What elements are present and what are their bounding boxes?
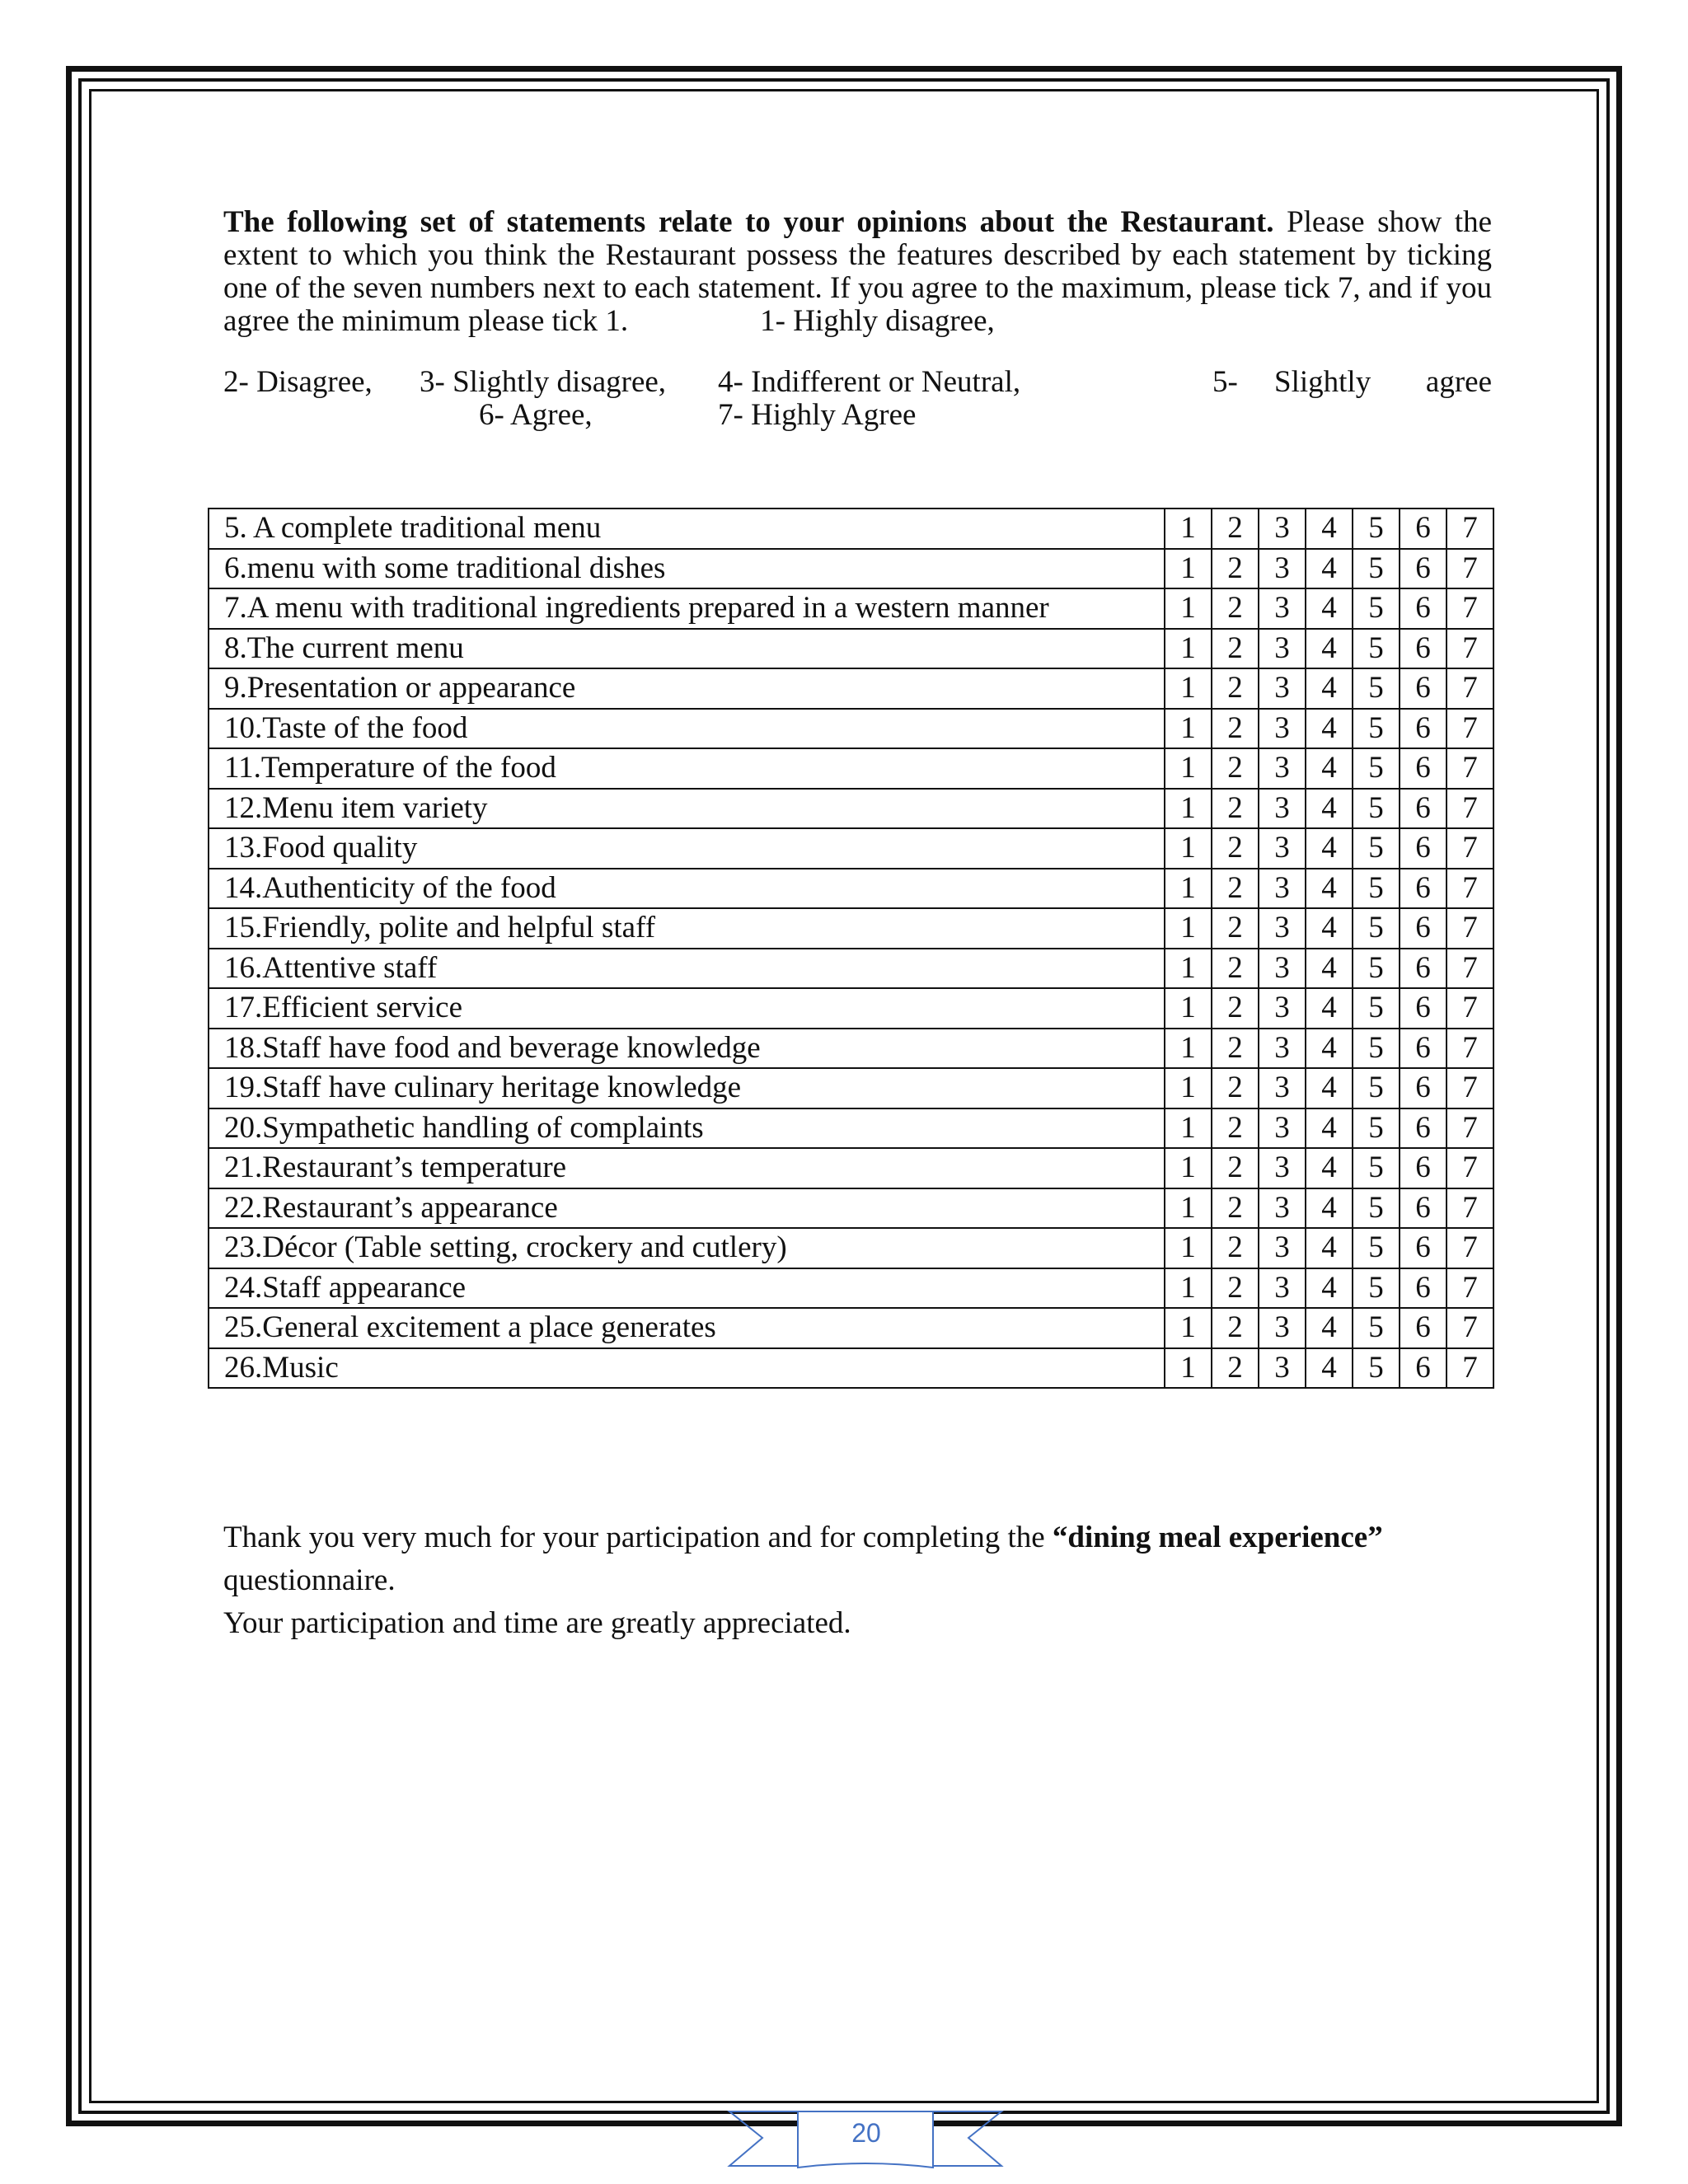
statement-text: 5. A complete traditional menu bbox=[209, 509, 1165, 549]
statement-text: 6.menu with some traditional dishes bbox=[209, 549, 1165, 589]
table-row bbox=[209, 1308, 1493, 1348]
rating-option-1[interactable]: 1 bbox=[1165, 668, 1212, 709]
rating-option-2[interactable]: 2 bbox=[1212, 828, 1259, 869]
rating-option-1[interactable]: 1 bbox=[1165, 1228, 1212, 1268]
table-row bbox=[209, 949, 1493, 989]
rating-option-3[interactable]: 3 bbox=[1259, 709, 1306, 749]
rating-table bbox=[208, 508, 1494, 1389]
rating-option-7[interactable]: 7 bbox=[1447, 1068, 1493, 1108]
rating-option-3[interactable]: 3 bbox=[1259, 1188, 1306, 1229]
rating-option-6[interactable]: 6 bbox=[1400, 1228, 1447, 1268]
rating-option-7[interactable]: 7 bbox=[1447, 1268, 1493, 1309]
rating-option-5[interactable]: 5 bbox=[1353, 1228, 1400, 1268]
statement-text: 8.The current menu bbox=[209, 629, 1165, 669]
closing-line-2: questionnaire. bbox=[223, 1563, 396, 1597]
statement-text: 22.Restaurant’s appearance bbox=[209, 1188, 1165, 1229]
rating-option-3[interactable]: 3 bbox=[1259, 1148, 1306, 1188]
rating-option-5[interactable]: 5 bbox=[1353, 748, 1400, 789]
rating-option-4[interactable]: 4 bbox=[1306, 1188, 1353, 1229]
scale-label-3: 3- Slightly disagree, bbox=[420, 365, 667, 399]
rating-option-2[interactable]: 2 bbox=[1212, 1029, 1259, 1069]
rating-option-6[interactable]: 6 bbox=[1400, 549, 1447, 589]
table-row bbox=[209, 1188, 1493, 1229]
rating-option-4[interactable]: 4 bbox=[1306, 828, 1353, 869]
statement-text: 13.Food quality bbox=[209, 828, 1165, 869]
rating-option-2[interactable]: 2 bbox=[1212, 908, 1259, 949]
rating-option-5[interactable]: 5 bbox=[1353, 789, 1400, 829]
rating-option-2[interactable]: 2 bbox=[1212, 1148, 1259, 1188]
rating-option-4[interactable]: 4 bbox=[1306, 709, 1353, 749]
rating-option-5[interactable]: 5 bbox=[1353, 549, 1400, 589]
rating-option-1[interactable]: 1 bbox=[1165, 1108, 1212, 1149]
rating-option-1[interactable]: 1 bbox=[1165, 789, 1212, 829]
rating-option-1[interactable]: 1 bbox=[1165, 1068, 1212, 1108]
rating-option-6[interactable]: 6 bbox=[1400, 1308, 1447, 1348]
rating-option-6[interactable]: 6 bbox=[1400, 1348, 1447, 1389]
rating-option-5[interactable]: 5 bbox=[1353, 908, 1400, 949]
table-row bbox=[209, 869, 1493, 909]
rating-option-4[interactable]: 4 bbox=[1306, 949, 1353, 989]
rating-option-3[interactable]: 3 bbox=[1259, 1308, 1306, 1348]
rating-option-7[interactable]: 7 bbox=[1447, 1188, 1493, 1229]
instructions bbox=[223, 206, 1492, 338]
statement-text: 24.Staff appearance bbox=[209, 1268, 1165, 1309]
rating-option-5[interactable]: 5 bbox=[1353, 1348, 1400, 1389]
rating-option-2[interactable]: 2 bbox=[1212, 1308, 1259, 1348]
rating-option-3[interactable]: 3 bbox=[1259, 1268, 1306, 1309]
rating-option-6[interactable]: 6 bbox=[1400, 1148, 1447, 1188]
statement-text: 15.Friendly, polite and helpful staff bbox=[209, 908, 1165, 949]
rating-option-4[interactable]: 4 bbox=[1306, 549, 1353, 589]
rating-option-6[interactable]: 6 bbox=[1400, 789, 1447, 829]
rating-option-2[interactable]: 2 bbox=[1212, 1108, 1259, 1149]
rating-option-3[interactable]: 3 bbox=[1259, 629, 1306, 669]
rating-option-4[interactable]: 4 bbox=[1306, 869, 1353, 909]
rating-option-5[interactable]: 5 bbox=[1353, 1268, 1400, 1309]
rating-option-7[interactable]: 7 bbox=[1447, 789, 1493, 829]
rating-option-1[interactable]: 1 bbox=[1165, 949, 1212, 989]
statement-text: 17.Efficient service bbox=[209, 988, 1165, 1029]
rating-option-5[interactable]: 5 bbox=[1353, 629, 1400, 669]
rating-option-5[interactable]: 5 bbox=[1353, 1188, 1400, 1229]
statement-text: 20.Sympathetic handling of complaints bbox=[209, 1108, 1165, 1149]
table-row bbox=[209, 988, 1493, 1029]
rating-option-2[interactable]: 2 bbox=[1212, 588, 1259, 629]
questionnaire-name: “dining meal experience” bbox=[1052, 1521, 1383, 1554]
scale-label-5-word1: Slightly bbox=[1274, 365, 1372, 399]
rating-option-7[interactable]: 7 bbox=[1447, 1308, 1493, 1348]
rating-option-5[interactable]: 5 bbox=[1353, 1108, 1400, 1149]
statement-text: 21.Restaurant’s temperature bbox=[209, 1148, 1165, 1188]
rating-option-3[interactable]: 3 bbox=[1259, 588, 1306, 629]
rating-option-6[interactable]: 6 bbox=[1400, 1068, 1447, 1108]
rating-option-2[interactable]: 2 bbox=[1212, 549, 1259, 589]
statement-text: 16.Attentive staff bbox=[209, 949, 1165, 989]
rating-option-4[interactable]: 4 bbox=[1306, 988, 1353, 1029]
rating-option-2[interactable]: 2 bbox=[1212, 1348, 1259, 1389]
rating-option-5[interactable]: 5 bbox=[1353, 1148, 1400, 1188]
rating-option-6[interactable]: 6 bbox=[1400, 1188, 1447, 1229]
rating-option-6[interactable]: 6 bbox=[1400, 748, 1447, 789]
rating-option-6[interactable]: 6 bbox=[1400, 1108, 1447, 1149]
rating-option-2[interactable]: 2 bbox=[1212, 629, 1259, 669]
rating-option-5[interactable]: 5 bbox=[1353, 509, 1400, 549]
rating-option-3[interactable]: 3 bbox=[1259, 668, 1306, 709]
rating-option-4[interactable]: 4 bbox=[1306, 908, 1353, 949]
rating-option-7[interactable]: 7 bbox=[1447, 1108, 1493, 1149]
rating-option-1[interactable]: 1 bbox=[1165, 709, 1212, 749]
rating-option-5[interactable]: 5 bbox=[1353, 828, 1400, 869]
rating-option-3[interactable]: 3 bbox=[1259, 549, 1306, 589]
rating-option-1[interactable]: 1 bbox=[1165, 1308, 1212, 1348]
rating-option-5[interactable]: 5 bbox=[1353, 1068, 1400, 1108]
rating-option-2[interactable]: 2 bbox=[1212, 949, 1259, 989]
rating-option-7[interactable]: 7 bbox=[1447, 509, 1493, 549]
rating-option-6[interactable]: 6 bbox=[1400, 588, 1447, 629]
rating-option-5[interactable]: 5 bbox=[1353, 949, 1400, 989]
rating-option-3[interactable]: 3 bbox=[1259, 908, 1306, 949]
rating-option-4[interactable]: 4 bbox=[1306, 1068, 1353, 1108]
rating-option-7[interactable]: 7 bbox=[1447, 869, 1493, 909]
rating-option-4[interactable]: 4 bbox=[1306, 509, 1353, 549]
rating-option-4[interactable]: 4 bbox=[1306, 748, 1353, 789]
rating-option-7[interactable]: 7 bbox=[1447, 1348, 1493, 1389]
rating-option-2[interactable]: 2 bbox=[1212, 1188, 1259, 1229]
rating-option-5[interactable]: 5 bbox=[1353, 668, 1400, 709]
rating-option-4[interactable]: 4 bbox=[1306, 1108, 1353, 1149]
rating-option-1[interactable]: 1 bbox=[1165, 908, 1212, 949]
rating-option-1[interactable]: 1 bbox=[1165, 509, 1212, 549]
rating-option-1[interactable]: 1 bbox=[1165, 1148, 1212, 1188]
rating-option-1[interactable]: 1 bbox=[1165, 748, 1212, 789]
rating-option-2[interactable]: 2 bbox=[1212, 1268, 1259, 1309]
rating-option-2[interactable]: 2 bbox=[1212, 668, 1259, 709]
rating-option-7[interactable]: 7 bbox=[1447, 588, 1493, 629]
statement-text: 11.Temperature of the food bbox=[209, 748, 1165, 789]
rating-option-4[interactable]: 4 bbox=[1306, 1029, 1353, 1069]
rating-option-4[interactable]: 4 bbox=[1306, 1348, 1353, 1389]
scale-label-4: 4- Indifferent or Neutral, bbox=[718, 365, 1021, 399]
rating-option-5[interactable]: 5 bbox=[1353, 988, 1400, 1029]
rating-option-2[interactable]: 2 bbox=[1212, 789, 1259, 829]
rating-option-6[interactable]: 6 bbox=[1400, 1268, 1447, 1309]
rating-option-2[interactable]: 2 bbox=[1212, 748, 1259, 789]
rating-option-3[interactable]: 3 bbox=[1259, 748, 1306, 789]
rating-option-6[interactable]: 6 bbox=[1400, 709, 1447, 749]
rating-option-7[interactable]: 7 bbox=[1447, 1029, 1493, 1069]
rating-option-7[interactable]: 7 bbox=[1447, 1148, 1493, 1188]
rating-option-3[interactable]: 3 bbox=[1259, 1348, 1306, 1389]
statement-text: 18.Staff have food and beverage knowledge bbox=[209, 1029, 1165, 1069]
rating-option-3[interactable]: 3 bbox=[1259, 789, 1306, 829]
rating-option-4[interactable]: 4 bbox=[1306, 1228, 1353, 1268]
statement-text: 9.Presentation or appearance bbox=[209, 668, 1165, 709]
rating-option-6[interactable]: 6 bbox=[1400, 629, 1447, 669]
closing-note bbox=[223, 1516, 1509, 1645]
rating-option-7[interactable]: 7 bbox=[1447, 988, 1493, 1029]
rating-option-1[interactable]: 1 bbox=[1165, 988, 1212, 1029]
rating-option-6[interactable]: 6 bbox=[1400, 988, 1447, 1029]
rating-option-3[interactable]: 3 bbox=[1259, 1029, 1306, 1069]
rating-option-4[interactable]: 4 bbox=[1306, 668, 1353, 709]
rating-option-4[interactable]: 4 bbox=[1306, 629, 1353, 669]
closing-line-3: Your participation and time are greatly appreciated. bbox=[223, 1606, 851, 1640]
rating-option-5[interactable]: 5 bbox=[1353, 1308, 1400, 1348]
table-row bbox=[209, 1108, 1493, 1149]
scale-label-5-word2: agree bbox=[1425, 365, 1492, 399]
rating-option-1[interactable]: 1 bbox=[1165, 869, 1212, 909]
rating-option-3[interactable]: 3 bbox=[1259, 988, 1306, 1029]
rating-option-6[interactable]: 6 bbox=[1400, 908, 1447, 949]
rating-option-2[interactable]: 2 bbox=[1212, 988, 1259, 1029]
rating-option-1[interactable]: 1 bbox=[1165, 1268, 1212, 1309]
rating-option-7[interactable]: 7 bbox=[1447, 709, 1493, 749]
rating-option-4[interactable]: 4 bbox=[1306, 789, 1353, 829]
rating-option-7[interactable]: 7 bbox=[1447, 629, 1493, 669]
table-row bbox=[209, 588, 1493, 629]
scale-label-6: 6- Agree, bbox=[479, 398, 593, 432]
table-row bbox=[209, 828, 1493, 869]
rating-option-1[interactable]: 1 bbox=[1165, 828, 1212, 869]
statement-text: 26.Music bbox=[209, 1348, 1165, 1389]
page-number: 20 bbox=[851, 2118, 881, 2148]
rating-option-6[interactable]: 6 bbox=[1400, 949, 1447, 989]
rating-option-3[interactable]: 3 bbox=[1259, 1108, 1306, 1149]
closing-line-1: Thank you very much for your participation and for completing the bbox=[223, 1521, 1053, 1554]
table-row bbox=[209, 549, 1493, 589]
rating-option-5[interactable]: 5 bbox=[1353, 588, 1400, 629]
rating-option-3[interactable]: 3 bbox=[1259, 509, 1306, 549]
rating-option-6[interactable]: 6 bbox=[1400, 509, 1447, 549]
table-row bbox=[209, 1348, 1493, 1389]
rating-option-1[interactable]: 1 bbox=[1165, 588, 1212, 629]
instructions-text: Please show the extent to which you think the Restaurant possess the features described by each statement by ticking one of the seven numbers next to each statement. If you agree to the maximum, please tick 7, and if you agree the minimum please tick 1. bbox=[223, 205, 1493, 338]
statement-text: 12.Menu item variety bbox=[209, 789, 1165, 829]
rating-option-5[interactable]: 5 bbox=[1353, 709, 1400, 749]
rating-option-2[interactable]: 2 bbox=[1212, 869, 1259, 909]
rating-option-2[interactable]: 2 bbox=[1212, 709, 1259, 749]
statement-text: 7.A menu with traditional ingredients prepared in a western manner bbox=[209, 588, 1165, 629]
rating-option-7[interactable]: 7 bbox=[1447, 668, 1493, 709]
rating-option-7[interactable]: 7 bbox=[1447, 949, 1493, 989]
rating-option-3[interactable]: 3 bbox=[1259, 828, 1306, 869]
rating-option-7[interactable]: 7 bbox=[1447, 828, 1493, 869]
table-row bbox=[209, 1068, 1493, 1108]
table-row bbox=[209, 748, 1493, 789]
scale-label-2: 2- Disagree, bbox=[223, 365, 373, 399]
rating-option-6[interactable]: 6 bbox=[1400, 668, 1447, 709]
table-row bbox=[209, 1268, 1493, 1309]
rating-option-1[interactable]: 1 bbox=[1165, 549, 1212, 589]
table-row bbox=[209, 509, 1493, 549]
rating-option-2[interactable]: 2 bbox=[1212, 1068, 1259, 1108]
statement-text: 25.General excitement a place generates bbox=[209, 1308, 1165, 1348]
rating-option-5[interactable]: 5 bbox=[1353, 869, 1400, 909]
rating-option-1[interactable]: 1 bbox=[1165, 1029, 1212, 1069]
rating-option-4[interactable]: 4 bbox=[1306, 1308, 1353, 1348]
rating-option-3[interactable]: 3 bbox=[1259, 949, 1306, 989]
rating-option-1[interactable]: 1 bbox=[1165, 1188, 1212, 1229]
statement-text: 14.Authenticity of the food bbox=[209, 869, 1165, 909]
scale-label-7: 7- Highly Agree bbox=[718, 398, 917, 432]
rating-option-7[interactable]: 7 bbox=[1447, 549, 1493, 589]
table-row bbox=[209, 908, 1493, 949]
rating-option-7[interactable]: 7 bbox=[1447, 1228, 1493, 1268]
rating-option-7[interactable]: 7 bbox=[1447, 748, 1493, 789]
rating-option-6[interactable]: 6 bbox=[1400, 828, 1447, 869]
instructions-heading: The following set of statements relate to your opinions about the Restaurant. bbox=[223, 205, 1274, 239]
rating-option-2[interactable]: 2 bbox=[1212, 1228, 1259, 1268]
rating-option-3[interactable]: 3 bbox=[1259, 1068, 1306, 1108]
table-row bbox=[209, 709, 1493, 749]
scale-label-1: 1- Highly disagree, bbox=[760, 304, 995, 338]
rating-option-3[interactable]: 3 bbox=[1259, 1228, 1306, 1268]
rating-option-4[interactable]: 4 bbox=[1306, 588, 1353, 629]
scale-label-5-number: 5- bbox=[1212, 365, 1238, 399]
rating-option-5[interactable]: 5 bbox=[1353, 1029, 1400, 1069]
rating-option-4[interactable]: 4 bbox=[1306, 1268, 1353, 1309]
table-row bbox=[209, 1029, 1493, 1069]
statement-text: 23.Décor (Table setting, crockery and cutlery) bbox=[209, 1228, 1165, 1268]
rating-option-2[interactable]: 2 bbox=[1212, 509, 1259, 549]
rating-option-6[interactable]: 6 bbox=[1400, 869, 1447, 909]
statement-text: 10.Taste of the food bbox=[209, 709, 1165, 749]
table-row bbox=[209, 629, 1493, 669]
rating-option-1[interactable]: 1 bbox=[1165, 1348, 1212, 1389]
table-row bbox=[209, 789, 1493, 829]
rating-option-3[interactable]: 3 bbox=[1259, 869, 1306, 909]
rating-option-6[interactable]: 6 bbox=[1400, 1029, 1447, 1069]
rating-option-1[interactable]: 1 bbox=[1165, 629, 1212, 669]
rating-option-7[interactable]: 7 bbox=[1447, 908, 1493, 949]
statement-text: 19.Staff have culinary heritage knowledge bbox=[209, 1068, 1165, 1108]
table-row bbox=[209, 668, 1493, 709]
table-row bbox=[209, 1148, 1493, 1188]
rating-option-4[interactable]: 4 bbox=[1306, 1148, 1353, 1188]
table-row bbox=[209, 1228, 1493, 1268]
